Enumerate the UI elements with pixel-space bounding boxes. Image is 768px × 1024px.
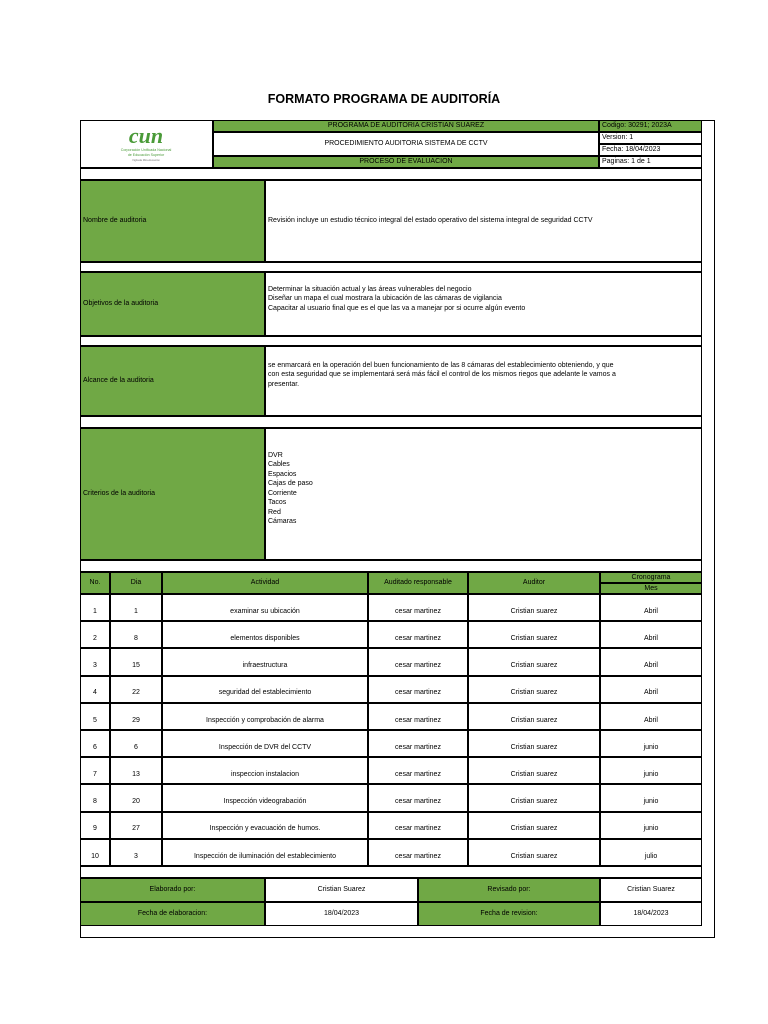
cell-auditor: Cristian suarez xyxy=(468,839,600,866)
cell-actividad: infraestructura xyxy=(162,648,368,675)
cell-mes: junio xyxy=(600,812,702,839)
fecha-elaboracion-label: Fecha de elaboracion: xyxy=(80,902,265,926)
logo-mark: cun xyxy=(128,123,164,148)
elaborado-value: Cristian Suarez xyxy=(265,878,418,902)
revisado-label: Revisado por: xyxy=(418,878,600,902)
cell-actividad: Inspección de DVR del CCTV xyxy=(162,730,368,757)
cell-no: 2 xyxy=(80,621,110,648)
header-spacer-row xyxy=(80,168,702,180)
cell-no: 6 xyxy=(80,730,110,757)
cell-actividad: Inspección videograbación xyxy=(162,784,368,811)
cell-auditado: cesar martinez xyxy=(368,594,468,621)
cell-dia: 27 xyxy=(110,812,162,839)
cell-mes: junio xyxy=(600,730,702,757)
cell-dia: 15 xyxy=(110,648,162,675)
cell-actividad: inspeccion instalacion xyxy=(162,757,368,784)
document-title: FORMATO PROGRAMA DE AUDITORÍA xyxy=(267,92,501,106)
spacer-row-3 xyxy=(80,416,702,428)
objetivo-line: Capacitar al usuario final que es el que las va a manejar por si ocurre algún evento xyxy=(268,304,526,312)
cell-auditado: cesar martinez xyxy=(368,703,468,730)
cell-auditor: Cristian suarez xyxy=(468,812,600,839)
alcance-line: con esta seguridad que se implementará será más fácil el control de los mismos riegos que adelante le vamos a xyxy=(268,371,616,379)
cell-actividad: elementos disponibles xyxy=(162,621,368,648)
doc-date: Fecha: 18/04/2023 xyxy=(599,144,702,156)
cell-no: 10 xyxy=(80,839,110,866)
doc-pages: Paginas: 1 de 1 xyxy=(599,156,702,168)
criterio-item: Red xyxy=(268,508,281,516)
cun-logo xyxy=(81,121,212,167)
cell-no: 7 xyxy=(80,757,110,784)
alcance-text xyxy=(265,346,702,416)
cell-no: 9 xyxy=(80,812,110,839)
cell-mes: junio xyxy=(600,757,702,784)
alcance-line: presentar. xyxy=(268,380,300,388)
revisado-value: Cristian Suarez xyxy=(600,878,702,902)
cell-mes: junio xyxy=(600,784,702,811)
criterio-item: Cajas de paso xyxy=(268,480,313,488)
criterio-item: Cables xyxy=(268,461,290,469)
criterios-text xyxy=(265,428,702,560)
doc-version: Version: 1 xyxy=(599,132,702,144)
process-title: PROCESO DE EVALUACION xyxy=(213,156,599,168)
cell-actividad: examinar su ubicación xyxy=(162,594,368,621)
spacer-row-5 xyxy=(80,866,702,878)
cell-mes: Abril xyxy=(600,676,702,703)
logo-line-3: Vigilada Mineducación xyxy=(132,158,160,162)
cell-no: 1 xyxy=(80,594,110,621)
criterio-item: DVR xyxy=(268,452,283,459)
cell-auditado: cesar martinez xyxy=(368,812,468,839)
col-header-actividad: Actividad xyxy=(162,572,368,594)
cell-auditor: Cristian suarez xyxy=(468,621,600,648)
cell-dia: 3 xyxy=(110,839,162,866)
criterio-item: Cámaras xyxy=(268,518,297,526)
cell-actividad: Inspección y comprobación de alarma xyxy=(162,703,368,730)
cell-dia: 6 xyxy=(110,730,162,757)
cell-mes: Abril xyxy=(600,703,702,730)
cell-auditado: cesar martinez xyxy=(368,784,468,811)
col-header-cronograma: Cronograma xyxy=(600,572,702,583)
logo-line-2: de Educación Superior xyxy=(127,153,165,157)
cell-mes: Abril xyxy=(600,594,702,621)
cell-no: 5 xyxy=(80,703,110,730)
cell-auditor: Cristian suarez xyxy=(468,730,600,757)
cell-dia: 20 xyxy=(110,784,162,811)
cell-actividad: Inspección de iluminación del establecimiento xyxy=(162,839,368,866)
fecha-elaboracion-value: 18/04/2023 xyxy=(265,902,418,926)
criterios-label: Criterios de la auditoria xyxy=(80,428,265,560)
spacer-row-1 xyxy=(80,262,702,272)
cell-auditado: cesar martinez xyxy=(368,839,468,866)
cell-mes: julio xyxy=(600,839,702,866)
cell-auditado: cesar martinez xyxy=(368,757,468,784)
cell-auditor: Cristian suarez xyxy=(468,784,600,811)
fecha-revision-label: Fecha de revision: xyxy=(418,902,600,926)
cell-no: 4 xyxy=(80,676,110,703)
objetivo-line: Determinar la situación actual y las áreas vulnerables del negocio xyxy=(268,286,472,293)
cell-dia: 29 xyxy=(110,703,162,730)
fecha-revision-value: 18/04/2023 xyxy=(600,902,702,926)
logo-cell xyxy=(80,120,213,168)
cell-dia: 8 xyxy=(110,621,162,648)
objetivos-text xyxy=(265,272,702,336)
cell-auditado: cesar martinez xyxy=(368,676,468,703)
cell-auditado: cesar martinez xyxy=(368,621,468,648)
cell-mes: Abril xyxy=(600,621,702,648)
doc-code: Codigo: 30291; 2023A xyxy=(599,120,702,132)
objetivo-line: Diseñar un mapa el cual mostrara la ubicación de las cámaras de vigilancia xyxy=(268,295,502,303)
cell-no: 3 xyxy=(80,648,110,675)
elaborado-label: Elaborado por: xyxy=(80,878,265,902)
cell-actividad: Inspección y evacuación de humos. xyxy=(162,812,368,839)
spacer-row-4 xyxy=(80,560,702,572)
cell-auditado: cesar martinez xyxy=(368,648,468,675)
cell-auditor: Cristian suarez xyxy=(468,648,600,675)
program-title: PROGRAMA DE AUDITORIA CRISTIAN SUAREZ xyxy=(213,120,599,132)
cell-actividad: seguridad del establecimiento xyxy=(162,676,368,703)
cell-auditado: cesar martinez xyxy=(368,730,468,757)
col-header-auditado: Auditado responsable xyxy=(368,572,468,594)
nombre-label: Nombre de auditoria xyxy=(80,180,265,262)
cell-auditor: Cristian suarez xyxy=(468,703,600,730)
alcance-line: se enmarcará en la operación del buen funcionamiento de las 8 cámaras del establecimiento obteniendo, y que xyxy=(268,362,614,369)
cell-dia: 1 xyxy=(110,594,162,621)
cell-no: 8 xyxy=(80,784,110,811)
cell-dia: 22 xyxy=(110,676,162,703)
alcance-label: Alcance de la auditoria xyxy=(80,346,265,416)
criterio-item: Tacos xyxy=(268,499,287,507)
col-header-dia: Dia xyxy=(110,572,162,594)
spacer-row-2 xyxy=(80,336,702,346)
cell-mes: Abril xyxy=(600,648,702,675)
col-header-mes: Mes xyxy=(600,583,702,594)
col-header-no: No. xyxy=(80,572,110,594)
criterio-item: Espacios xyxy=(268,470,297,478)
logo-line-1: Corporación Unificada Nacional xyxy=(120,148,172,152)
procedure-title: PROCEDIMIENTO AUDITORIA SISTEMA DE CCTV xyxy=(213,132,599,156)
cell-auditor: Cristian suarez xyxy=(468,757,600,784)
criterio-item: Corriente xyxy=(268,489,297,497)
col-header-auditor: Auditor xyxy=(468,572,600,594)
nombre-text: Revisión incluye un estudio técnico integral del estado operativo del sistema integral de seguridad CCTV xyxy=(265,180,702,262)
cell-dia: 13 xyxy=(110,757,162,784)
cell-auditor: Cristian suarez xyxy=(468,594,600,621)
cell-auditor: Cristian suarez xyxy=(468,676,600,703)
objetivos-label: Objetivos de la auditoria xyxy=(80,272,265,336)
